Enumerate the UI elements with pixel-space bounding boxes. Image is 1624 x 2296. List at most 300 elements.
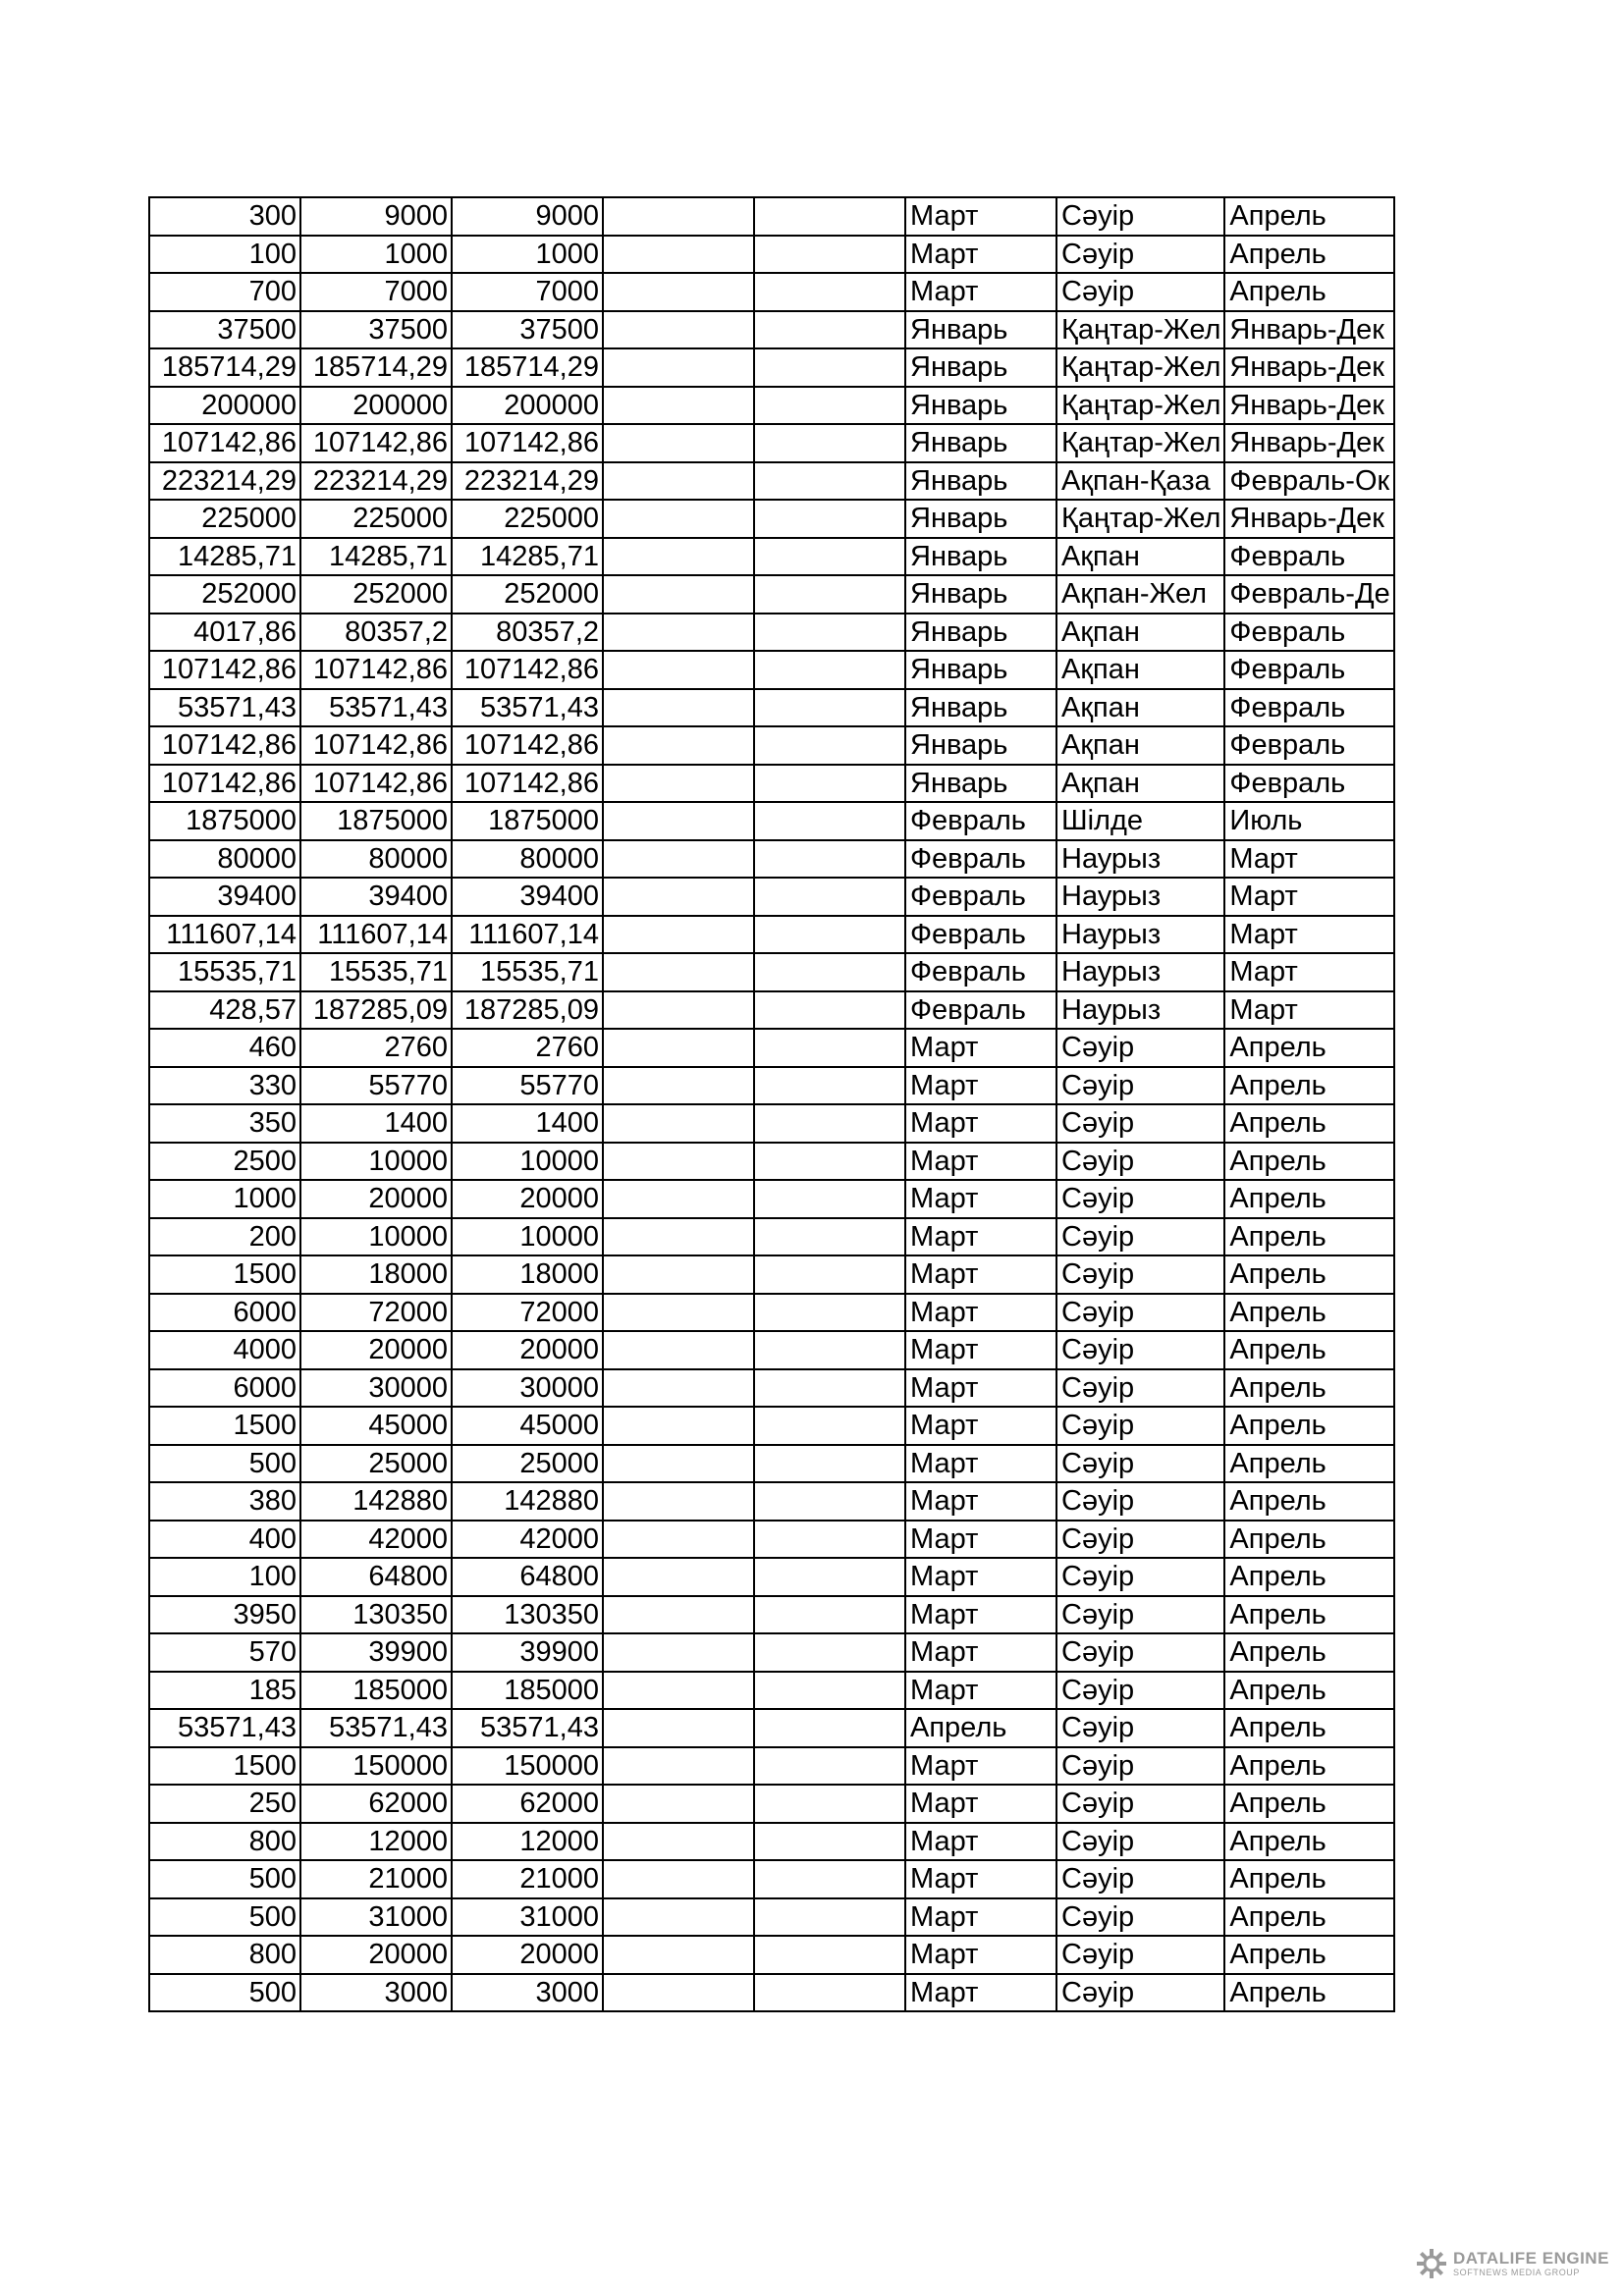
table-cell [603, 726, 754, 765]
table-cell: Сәуір [1056, 1407, 1224, 1445]
table-cell: 300 [149, 197, 300, 236]
table-cell: 107142,86 [300, 765, 452, 803]
table-cell: Сәуір [1056, 1974, 1224, 2012]
table-cell: Апрель [1224, 1672, 1393, 1710]
table-cell [603, 1369, 754, 1408]
table-cell: Март [1224, 953, 1393, 991]
table-cell: Март [905, 1974, 1056, 2012]
table-cell: 42000 [300, 1521, 452, 1559]
table-cell [754, 1785, 905, 1823]
table-cell: Март [905, 1521, 1056, 1559]
table-cell [754, 1331, 905, 1369]
table-cell [754, 197, 905, 236]
table-cell: Сәуір [1056, 1785, 1224, 1823]
table-cell: Апрель [1224, 197, 1393, 236]
table-cell: Апрель [1224, 236, 1393, 274]
table-cell: 185714,29 [300, 348, 452, 387]
table-cell: 252000 [452, 575, 603, 614]
table-cell: Февраль-Ок [1224, 462, 1393, 501]
table-cell: 7000 [452, 273, 603, 311]
table-cell: 20000 [452, 1180, 603, 1218]
table-cell: 53571,43 [149, 689, 300, 727]
table-cell [754, 916, 905, 954]
table-cell [754, 1482, 905, 1521]
table-cell: Февраль [1224, 689, 1393, 727]
table-cell: Февраль [1224, 614, 1393, 652]
table-cell: Наурыз [1056, 953, 1224, 991]
table-cell: Январь-Дек [1224, 348, 1393, 387]
table-cell: Сәуір [1056, 1029, 1224, 1067]
watermark-title: DATALIFE ENGINE [1453, 2249, 1609, 2268]
table-cell [603, 1294, 754, 1332]
table-cell [754, 1936, 905, 1974]
table-cell: 14285,71 [300, 538, 452, 576]
table-row [149, 1143, 1394, 1181]
table-cell: Ақпан-Қаза [1056, 462, 1224, 501]
table-cell [603, 802, 754, 840]
table-cell: 55770 [452, 1067, 603, 1105]
table-cell [603, 1633, 754, 1672]
table-cell [603, 1672, 754, 1710]
table-cell: 142880 [300, 1482, 452, 1521]
table-cell: Сәуір [1056, 1672, 1224, 1710]
table-cell: 225000 [452, 500, 603, 538]
table-cell [754, 1898, 905, 1937]
table-cell: Январь [905, 575, 1056, 614]
table-row [149, 1823, 1394, 1861]
table-cell [754, 1294, 905, 1332]
table-cell: 460 [149, 1029, 300, 1067]
table-cell: 6000 [149, 1294, 300, 1332]
table-cell: Сәуір [1056, 1482, 1224, 1521]
table-cell: Апрель [1224, 1331, 1393, 1369]
table-cell: Апрель [1224, 1785, 1393, 1823]
table-cell [754, 1633, 905, 1672]
table-cell: 53571,43 [300, 1709, 452, 1747]
table-cell: Сәуір [1056, 1218, 1224, 1256]
table-cell [754, 1180, 905, 1218]
table-cell: 10000 [300, 1218, 452, 1256]
table-cell: 111607,14 [452, 916, 603, 954]
table-cell [603, 1898, 754, 1937]
table-cell: 250 [149, 1785, 300, 1823]
table-cell: 107142,86 [300, 651, 452, 689]
table-cell: Апрель [1224, 1255, 1393, 1294]
table-cell: 500 [149, 1974, 300, 2012]
table-row [149, 1521, 1394, 1559]
table-cell [754, 1709, 905, 1747]
table-cell: 80357,2 [300, 614, 452, 652]
table-cell: 1875000 [300, 802, 452, 840]
table-cell: Наурыз [1056, 916, 1224, 954]
table-row [149, 1180, 1394, 1218]
table-cell: 150000 [452, 1747, 603, 1786]
table-cell [754, 1860, 905, 1898]
watermark-subtitle: SOFTNEWS MEDIA GROUP [1453, 2268, 1581, 2277]
table-cell: Сәуір [1056, 1445, 1224, 1483]
table-cell [603, 1596, 754, 1634]
table-cell: Сәуір [1056, 1294, 1224, 1332]
table-cell: 100 [149, 1558, 300, 1596]
table-row [149, 1785, 1394, 1823]
table-cell: Март [905, 236, 1056, 274]
table-cell: Апрель [1224, 1860, 1393, 1898]
table-cell [603, 1558, 754, 1596]
table-cell [754, 991, 905, 1030]
table-cell: Сәуір [1056, 1369, 1224, 1408]
table-cell: Ақпан-Жел [1056, 575, 1224, 614]
table-cell: 187285,09 [300, 991, 452, 1030]
table-cell: Январь-Дек [1224, 311, 1393, 349]
table-row [149, 1974, 1394, 2012]
table-cell: 570 [149, 1633, 300, 1672]
table-cell [754, 575, 905, 614]
table-cell: Сәуір [1056, 1596, 1224, 1634]
table-cell [603, 1331, 754, 1369]
table-row [149, 1709, 1394, 1747]
table-cell: 62000 [452, 1785, 603, 1823]
table-cell: Январь [905, 726, 1056, 765]
table-cell: Ақпан [1056, 765, 1224, 803]
table-cell [754, 726, 905, 765]
table-cell [754, 1104, 905, 1143]
table-cell [603, 197, 754, 236]
table-cell: 111607,14 [300, 916, 452, 954]
table-cell: 500 [149, 1445, 300, 1483]
table-cell: Июль [1224, 802, 1393, 840]
table-cell [754, 462, 905, 501]
table-cell [754, 614, 905, 652]
table-cell: 30000 [452, 1369, 603, 1408]
table-row [149, 1067, 1394, 1105]
table-row [149, 1898, 1394, 1937]
table-cell: Март [905, 273, 1056, 311]
table-cell: Апрель [1224, 273, 1393, 311]
table-cell [754, 1558, 905, 1596]
table-cell: Апрель [1224, 1596, 1393, 1634]
table-cell [754, 1143, 905, 1181]
table-row [149, 953, 1394, 991]
table-cell: 14285,71 [452, 538, 603, 576]
table-cell: 53571,43 [149, 1709, 300, 1747]
table-cell: 21000 [452, 1860, 603, 1898]
table-cell: Март [905, 1936, 1056, 1974]
table-cell: 45000 [300, 1407, 452, 1445]
table-cell: Март [905, 1369, 1056, 1408]
table-cell [754, 1255, 905, 1294]
table-cell: Февраль [905, 991, 1056, 1030]
table-cell: 1400 [452, 1104, 603, 1143]
table-cell [603, 575, 754, 614]
table-cell: 200000 [452, 387, 603, 425]
table-cell: 2500 [149, 1143, 300, 1181]
table-cell: 185714,29 [452, 348, 603, 387]
table-cell: 200000 [149, 387, 300, 425]
table-cell: 225000 [149, 500, 300, 538]
table-cell: 185000 [452, 1672, 603, 1710]
table-cell: Апрель [1224, 1747, 1393, 1786]
table-cell: 7000 [300, 273, 452, 311]
table-cell: Ақпан [1056, 726, 1224, 765]
table-row [149, 614, 1394, 652]
table-cell: 800 [149, 1936, 300, 1974]
table-cell: 31000 [452, 1898, 603, 1937]
spreadsheet-table [148, 196, 1395, 2012]
table-cell [603, 1521, 754, 1559]
table-cell: Февраль [905, 916, 1056, 954]
table-cell [603, 1823, 754, 1861]
table-row [149, 236, 1394, 274]
table-cell: 62000 [300, 1785, 452, 1823]
table-row [149, 1255, 1394, 1294]
table-cell: Қаңтар-Жел [1056, 348, 1224, 387]
table-cell: 200000 [300, 387, 452, 425]
table-cell: Сәуір [1056, 1709, 1224, 1747]
table-cell: Январь-Дек [1224, 500, 1393, 538]
table-cell: Апрель [1224, 1709, 1393, 1747]
table-cell [754, 840, 905, 879]
table-cell: Март [905, 1482, 1056, 1521]
table-cell: Январь [905, 689, 1056, 727]
table-row [149, 500, 1394, 538]
table-cell [754, 651, 905, 689]
table-cell: 150000 [300, 1747, 452, 1786]
table-cell: Апрель [1224, 1143, 1393, 1181]
table-cell: 31000 [300, 1898, 452, 1937]
table-cell: 1500 [149, 1747, 300, 1786]
table-cell [754, 500, 905, 538]
table-cell [754, 1067, 905, 1105]
table-cell: 9000 [452, 197, 603, 236]
table-cell: 25000 [300, 1445, 452, 1483]
table-cell [603, 348, 754, 387]
table-cell [754, 311, 905, 349]
table-cell: Апрель [1224, 1482, 1393, 1521]
table-cell: Сәуір [1056, 273, 1224, 311]
table-cell [754, 1218, 905, 1256]
table-cell: Ақпан [1056, 651, 1224, 689]
table-cell [603, 1255, 754, 1294]
table-cell: Январь-Дек [1224, 424, 1393, 462]
table-cell: 142880 [452, 1482, 603, 1521]
table-row [149, 348, 1394, 387]
table-cell: 72000 [300, 1294, 452, 1332]
table-row [149, 878, 1394, 916]
table-row [149, 1029, 1394, 1067]
table-cell: Февраль [905, 840, 1056, 879]
table-cell: 37500 [300, 311, 452, 349]
table-cell [603, 1104, 754, 1143]
table-row [149, 1218, 1394, 1256]
table-cell: 100 [149, 236, 300, 274]
table-cell: 80000 [452, 840, 603, 879]
table-cell [603, 1860, 754, 1898]
table-cell [754, 1672, 905, 1710]
table-cell: Апрель [1224, 1558, 1393, 1596]
table-cell: 12000 [452, 1823, 603, 1861]
table-cell: Сәуір [1056, 1823, 1224, 1861]
table-row [149, 538, 1394, 576]
table-cell [754, 765, 905, 803]
table-cell: Январь [905, 348, 1056, 387]
table-cell: 330 [149, 1067, 300, 1105]
table-cell: Февраль-Де [1224, 575, 1393, 614]
table-cell: 14285,71 [149, 538, 300, 576]
table-cell: 187285,09 [452, 991, 603, 1030]
table-cell: Шілде [1056, 802, 1224, 840]
table-cell: Январь-Дек [1224, 387, 1393, 425]
table-cell: Апрель [1224, 1445, 1393, 1483]
table-cell: 21000 [300, 1860, 452, 1898]
table-cell: 64800 [452, 1558, 603, 1596]
table-cell: 1500 [149, 1255, 300, 1294]
table-row [149, 765, 1394, 803]
table-cell [754, 953, 905, 991]
table-cell: Ақпан [1056, 614, 1224, 652]
table-cell [754, 1407, 905, 1445]
table-cell: Февраль [905, 953, 1056, 991]
table-cell: Апрель [1224, 1633, 1393, 1672]
table-cell [754, 1974, 905, 2012]
table-cell: Апрель [1224, 1029, 1393, 1067]
table-cell [603, 1747, 754, 1786]
table-cell: 2760 [452, 1029, 603, 1067]
table-row [149, 1294, 1394, 1332]
table-cell: 1000 [452, 236, 603, 274]
table-cell: 3000 [300, 1974, 452, 2012]
table-cell: Апрель [1224, 1521, 1393, 1559]
table-cell [603, 538, 754, 576]
table-cell: Март [905, 1029, 1056, 1067]
table-cell: 380 [149, 1482, 300, 1521]
table-row [149, 726, 1394, 765]
table-cell: Сәуір [1056, 1331, 1224, 1369]
table-cell: 53571,43 [452, 1709, 603, 1747]
table-cell [603, 311, 754, 349]
table-cell [603, 1067, 754, 1105]
table-cell [754, 1747, 905, 1786]
table-cell: 39900 [300, 1633, 452, 1672]
table-cell: Январь [905, 462, 1056, 501]
table-cell: Сәуір [1056, 1521, 1224, 1559]
table-cell [603, 916, 754, 954]
table-cell: 20000 [300, 1331, 452, 1369]
table-cell: Январь [905, 311, 1056, 349]
table-cell: Февраль [1224, 538, 1393, 576]
table-cell: Наурыз [1056, 991, 1224, 1030]
table-cell: Қаңтар-Жел [1056, 424, 1224, 462]
table-cell: 55770 [300, 1067, 452, 1105]
table-cell: Сәуір [1056, 1936, 1224, 1974]
table-cell [603, 1785, 754, 1823]
table-cell: Март [1224, 991, 1393, 1030]
table-cell: 107142,86 [452, 651, 603, 689]
table-cell: 53571,43 [300, 689, 452, 727]
table-cell: 252000 [149, 575, 300, 614]
table-cell: 1400 [300, 1104, 452, 1143]
table-row [149, 575, 1394, 614]
table-cell [754, 1445, 905, 1483]
table-cell: 4000 [149, 1331, 300, 1369]
table-cell: Январь [905, 538, 1056, 576]
table-cell: Апрель [1224, 1974, 1393, 2012]
table-row [149, 689, 1394, 727]
table-cell: 10000 [300, 1143, 452, 1181]
table-row [149, 1104, 1394, 1143]
table-cell: Сәуір [1056, 1747, 1224, 1786]
table-row [149, 462, 1394, 501]
table-cell: Сәуір [1056, 197, 1224, 236]
table-row [149, 1369, 1394, 1408]
table-cell: 400 [149, 1521, 300, 1559]
table-cell: 500 [149, 1898, 300, 1937]
table-cell: 64800 [300, 1558, 452, 1596]
table-cell: Февраль [1224, 726, 1393, 765]
table-cell: 225000 [300, 500, 452, 538]
table-cell: Январь [905, 614, 1056, 652]
table-cell: 3950 [149, 1596, 300, 1634]
datalife-engine-watermark [1416, 2248, 1609, 2279]
table-cell [754, 1369, 905, 1408]
table-cell [754, 1596, 905, 1634]
table-cell [603, 1180, 754, 1218]
table-cell [754, 689, 905, 727]
table-cell: Апрель [1224, 1936, 1393, 1974]
table-cell: Қаңтар-Жел [1056, 311, 1224, 349]
table-cell: 500 [149, 1860, 300, 1898]
table-cell [603, 1974, 754, 2012]
table-cell [603, 651, 754, 689]
table-cell: 130350 [452, 1596, 603, 1634]
table-row [149, 273, 1394, 311]
table-row [149, 1747, 1394, 1786]
table-cell: Март [905, 1067, 1056, 1105]
table-cell: 107142,86 [300, 424, 452, 462]
table-cell: 37500 [452, 311, 603, 349]
table-cell [603, 462, 754, 501]
table-cell [754, 878, 905, 916]
table-cell [603, 1143, 754, 1181]
table-cell: Сәуір [1056, 1255, 1224, 1294]
table-cell: 20000 [300, 1936, 452, 1974]
table-cell: Апрель [1224, 1294, 1393, 1332]
table-cell: Март [905, 1596, 1056, 1634]
table-row [149, 1407, 1394, 1445]
table-cell: 4017,86 [149, 614, 300, 652]
table-cell: 72000 [452, 1294, 603, 1332]
table-cell: Қаңтар-Жел [1056, 500, 1224, 538]
table-cell [603, 1482, 754, 1521]
table-cell [603, 765, 754, 803]
table-cell [603, 1709, 754, 1747]
table-row [149, 1445, 1394, 1483]
table-cell [603, 840, 754, 879]
table-cell [603, 1029, 754, 1067]
table-cell: Сәуір [1056, 1104, 1224, 1143]
table-row [149, 651, 1394, 689]
table-cell: 39900 [452, 1633, 603, 1672]
table-cell [603, 273, 754, 311]
table-cell: 15535,71 [300, 953, 452, 991]
table-cell: 10000 [452, 1218, 603, 1256]
table-cell: 700 [149, 273, 300, 311]
table-cell: Ақпан [1056, 538, 1224, 576]
table-cell: 185000 [300, 1672, 452, 1710]
table-cell: Наурыз [1056, 878, 1224, 916]
table-cell: Апрель [1224, 1898, 1393, 1937]
table-row [149, 1633, 1394, 1672]
table-cell [754, 1823, 905, 1861]
